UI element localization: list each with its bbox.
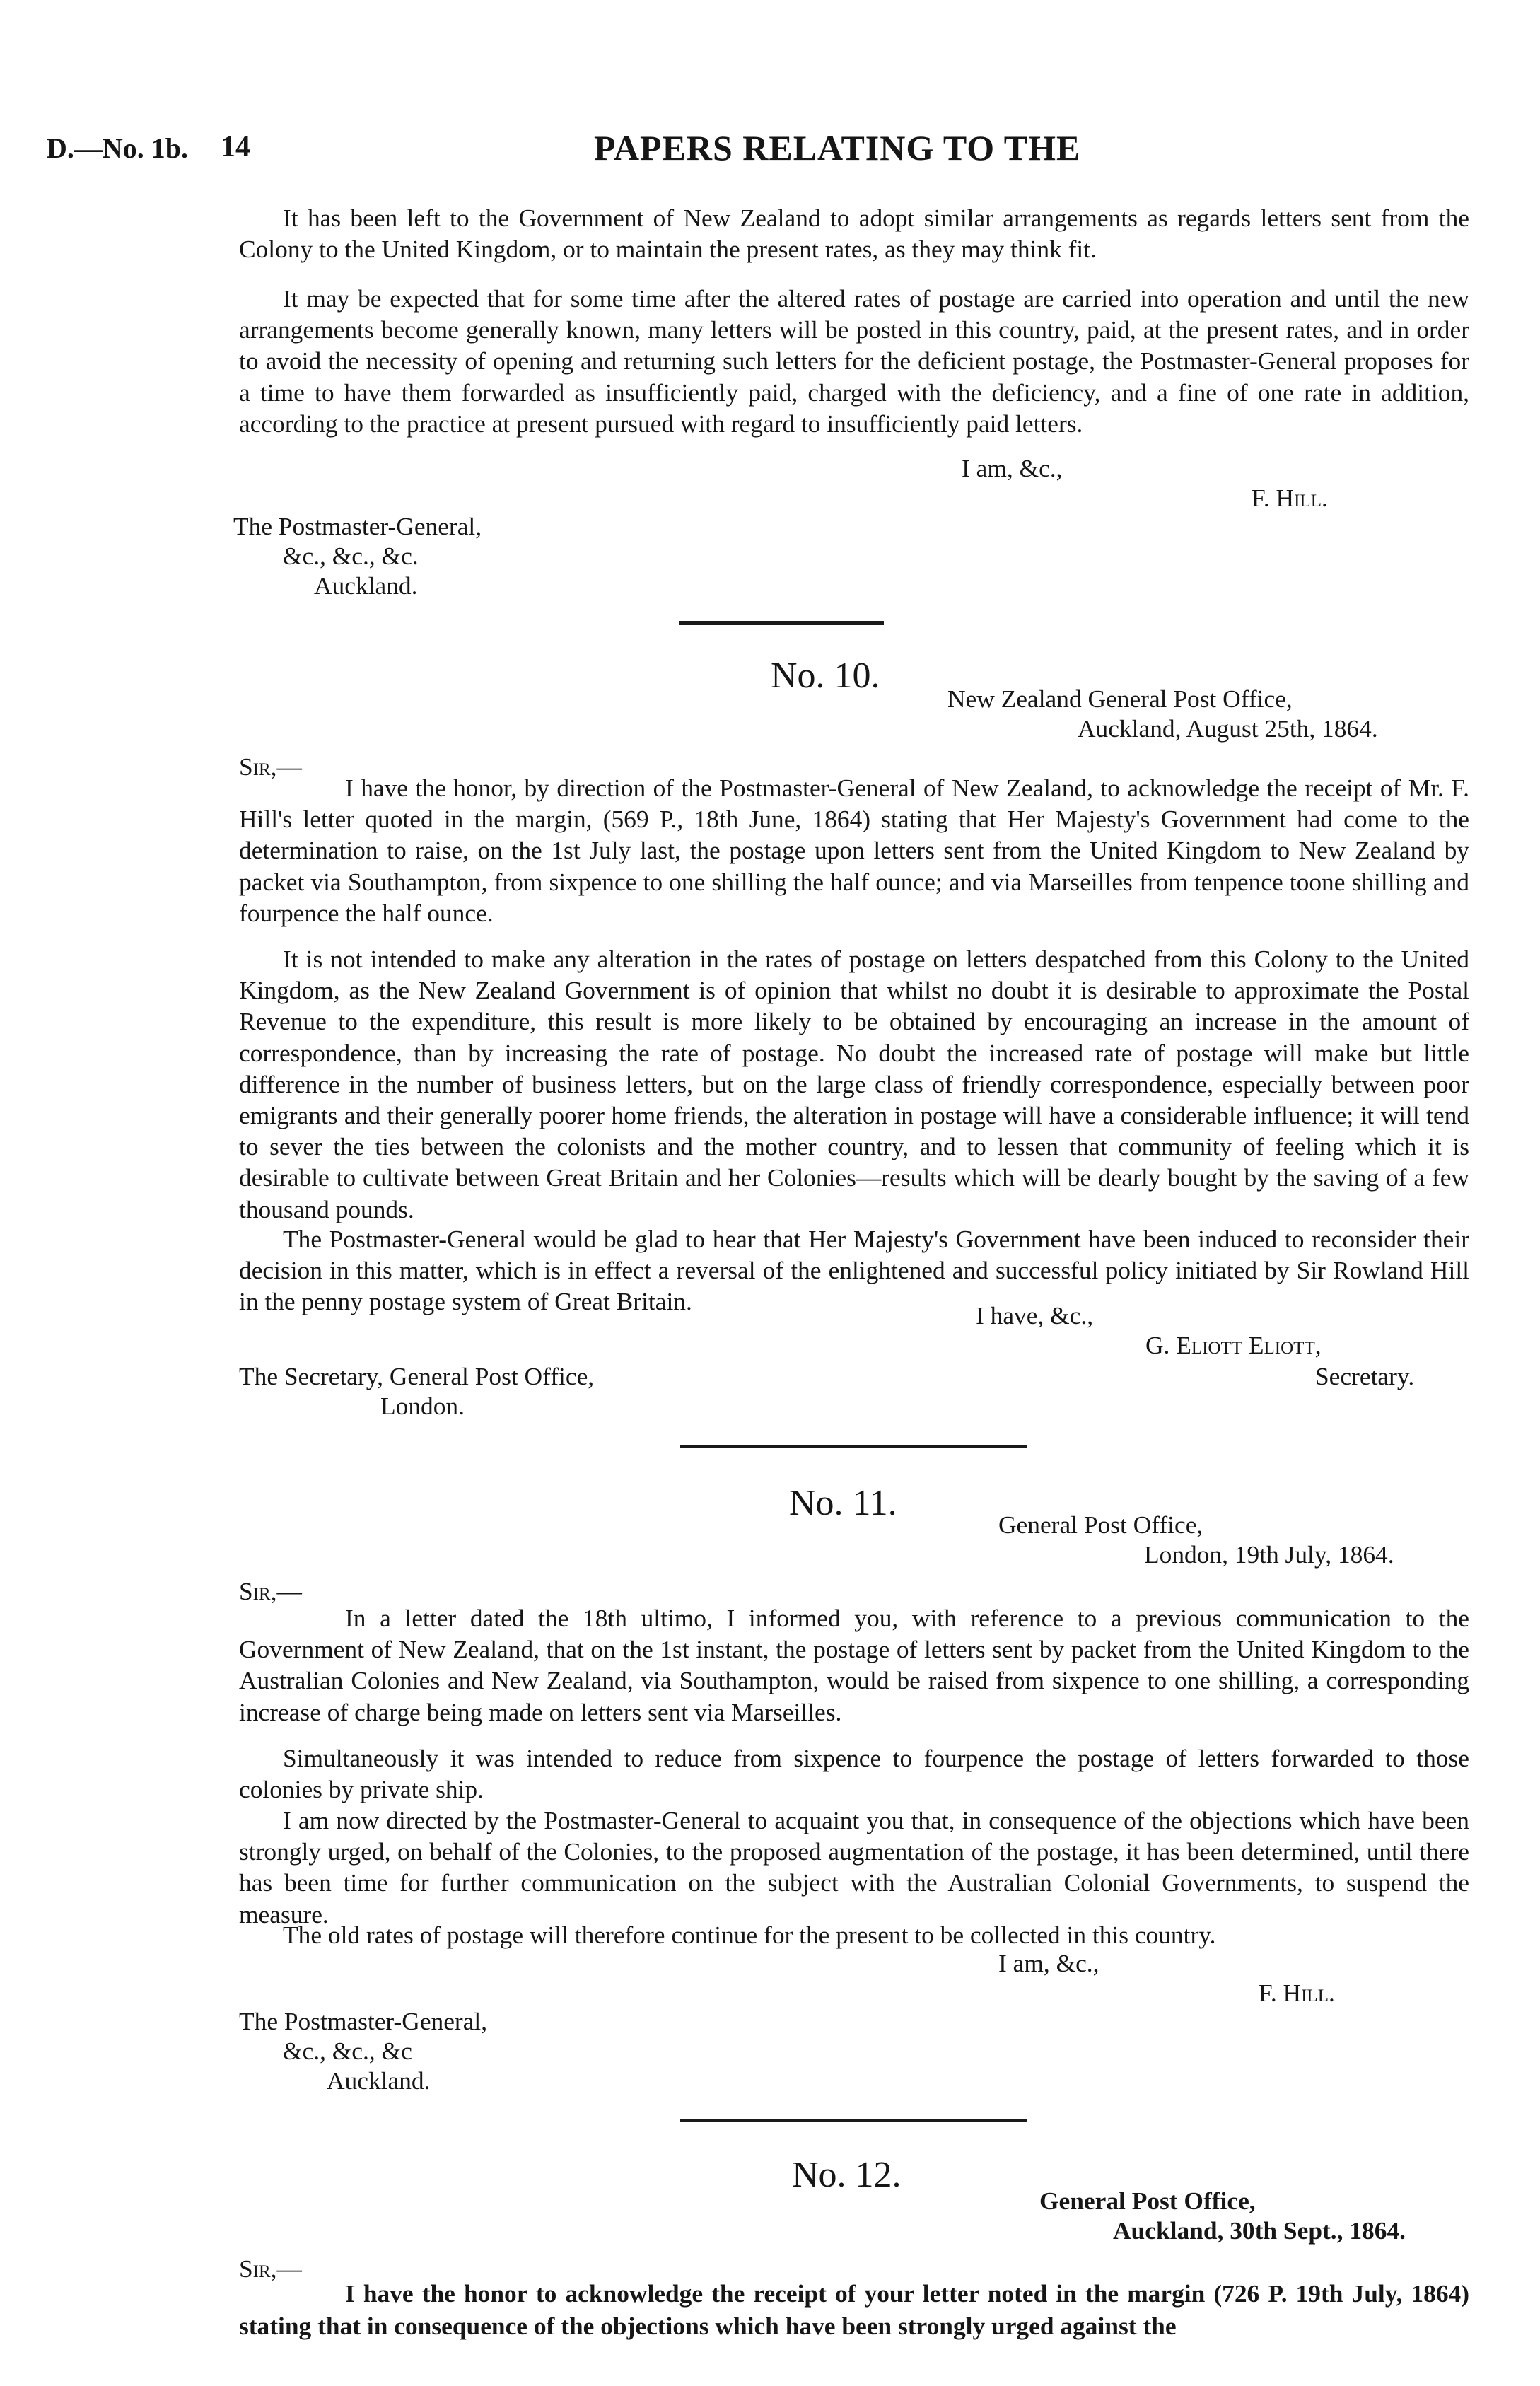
letter-11-salutation: Sir,— [239,1577,302,1605]
section-divider [680,2119,1027,2122]
letter-10-addressee-line: The Secretary, General Post Office, [239,1362,595,1390]
letter-9-paragraph: It may be expected that for some time after the altered rates of postage are carried into operation and until the new arrangements become generally known, many letters will be posted in this country, paid, at the present rates, and in order to avoid the necessity of opening and returning such letters for the deficient postage, the Postmaster-General proposes for a time to have them forwarded as insufficiently paid, charged with the deficiency, and a fine of one rate in addition, according to the practice at present pursued with regard to insufficiently paid letters. [239,284,1469,438]
letter-12-paragraph: I have the honor to acknowledge the receipt of your letter noted in the margin (726 P. 19th July, 1864) stating that in consequence of the objections which have been strongly urged against the [239,2279,1469,2340]
letter-11-closing: I am, &c., [998,1949,1099,1977]
letter-10-addressee-line: London. [380,1392,465,1420]
letter-11-addressee-line: The Postmaster-General, [239,2007,488,2035]
letter-12-from-line: General Post Office, [1039,2187,1256,2215]
letter-11-paragraph: I am now directed by the Postmaster-General to acquaint you that, in consequence of the objections which have been strongly urged, on behalf of the Colonies, to the proposed augmentation of the postage, it has been determined, until there has been time for further communication on the subject with the Australian Colonial Governments, to suspend the measure. [239,1806,1469,1928]
letter-10-from-line: Auckland, August 25th, 1864. [1078,714,1378,743]
letter-10-signature-title: Secretary. [1315,1362,1415,1390]
letter-10-paragraph: I have the honor, by direction of the Postmaster-General of New Zealand, to acknowledge the receipt of Mr. F. Hill's letter quoted in the margin, (569 P., 18th June, 1864) stating that Her Majesty's Government had come to the determination to raise, on the 1st July last, the postage upon letters sent from the United Kingdom to New Zealand by packet via Southampton, from sixpence to one shilling the half ounce; and via Marseilles from tenpence toone shilling and fourpence the half ounce. [239,774,1469,927]
letter-11-paragraph: Simultaneously it was intended to reduce from sixpence to fourpence the postage of letters forwarded to those colonies by private ship. [239,1744,1469,1804]
letter-10-paragraph: It is not intended to make any alteration in the rates of postage on letters despatched from this Colony to the United Kingdom, as the New Zealand Government is of opinion that whilst no doubt it is desirable to approximate the Postal Revenue to the expenditure, this result is more likely to be obtained by encouraging an increase in the amount of correspondence, than by increasing the rate of postage. No doubt the increased rate of postage will make but little difference in the number of business letters, but on the large class of friendly correspondence, especially between poor emigrants and their generally poorer home friends, the alteration in postage will have a considerable influence; it will tend to sever the ties between the colonists and the mother country, and to lessen that community of feeling which it is desirable to cultivate between Great Britain and her Colonies—results which will be dearly bought by the saving of a few thousand pounds. [239,945,1469,1223]
letter-10-salutation: Sir,— [239,752,302,781]
letter-9-paragraph: It has been left to the Government of New Zealand to adopt similar arrangements as regards letters sent from the Colony to the United Kingdom, or to maintain the present rates, as they may think fit. [239,204,1469,264]
letter-9-addressee-line: Auckland. [314,571,418,600]
letter-10-closing: I have, &c., [976,1301,1094,1329]
section-divider [679,621,884,625]
letter-12-salutation: Sir,— [239,2254,302,2283]
letter-11-signature: F. Hill. [1259,1979,1335,2007]
letter-11-paragraph: In a letter dated the 18th ultimo, I informed you, with reference to a previous communication to the Government of New Zealand, that on the 1st instant, the postage of letters sent by packet from the United Kingdom to the Australian Colonies and New Zealand, via Southampton, would be raised from sixpence to one shilling, a corresponding increase of charge being made on letters sent via Marseilles. [239,1604,1469,1726]
letter-11-addressee-line: Auckland. [327,2066,431,2095]
letter-9-signature: F. Hill. [1252,484,1328,512]
letter-9-closing: I am, &c., [962,454,1063,482]
letter-11-heading: No. 11. [789,1483,897,1523]
letter-11-addressee-line: &c., &c., &c [283,2037,412,2065]
letter-10-paragraph: The Postmaster-General would be glad to hear that Her Majesty's Government have been induced to reconsider their decision in this matter, which is in effect a reversal of the enlightened and successful policy initiated by Sir Rowland Hill in the penny postage system of Great Britain. [239,1225,1469,1316]
letter-10-heading: No. 10. [771,656,880,696]
page-number: 14 [221,131,250,163]
letter-10-from-line: New Zealand General Post Office, [947,685,1293,713]
letter-10-signature: G. Eliott Eliott, [1145,1331,1322,1359]
letter-9-addressee-line: &c., &c., &c. [283,542,419,570]
document-reference: D.—No. 1b. [47,132,189,164]
letter-11-paragraph: The old rates of postage will therefore continue for the present to be collected in this country. [283,1921,1216,1949]
letter-12-heading: No. 12. [792,2155,902,2195]
letter-11-from-line: London, 19th July, 1864. [1144,1540,1394,1569]
letter-11-from-line: General Post Office, [998,1511,1203,1539]
letter-9-addressee-line: The Postmaster-General, [233,512,482,540]
letter-12-from-line: Auckland, 30th Sept., 1864. [1113,2216,1406,2245]
section-divider [680,1445,1027,1448]
page-title: PAPERS RELATING TO THE [594,128,1081,168]
